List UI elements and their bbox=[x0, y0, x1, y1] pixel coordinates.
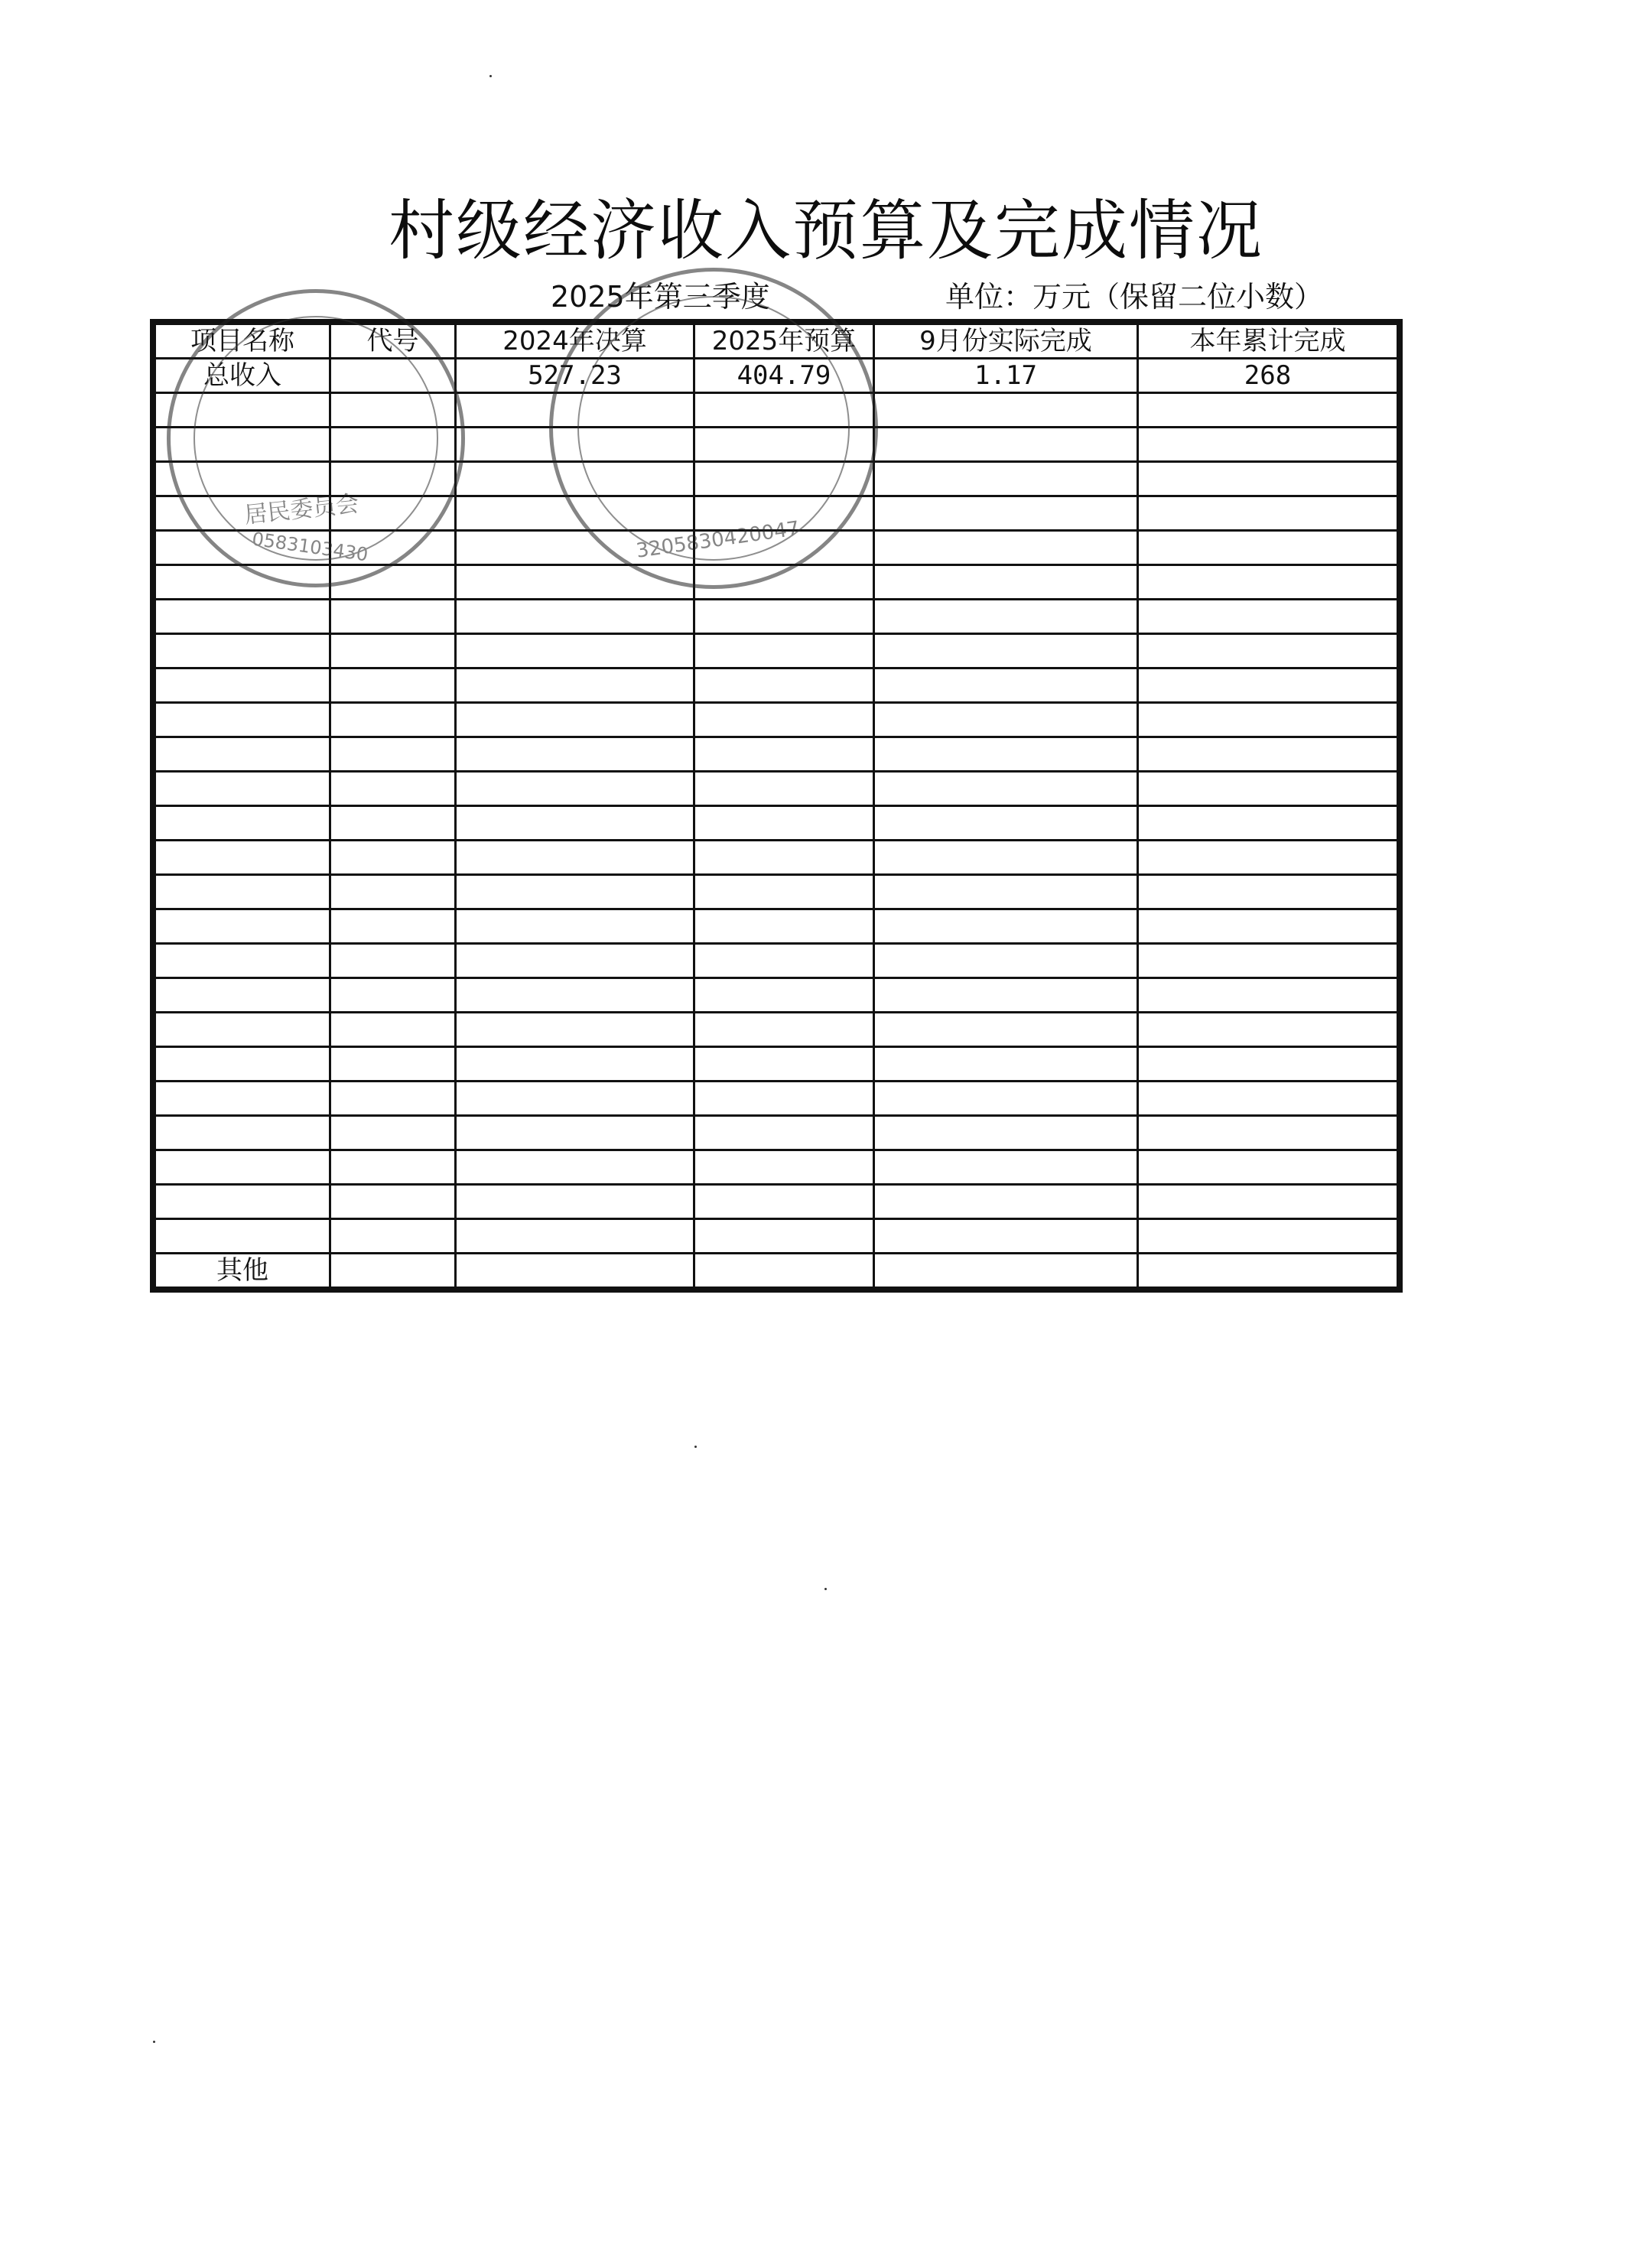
table-row bbox=[155, 772, 1398, 806]
cell-2025-budget bbox=[694, 565, 874, 600]
cell-2024-final bbox=[456, 634, 694, 668]
cell-item-name bbox=[155, 600, 330, 634]
cell-item-name bbox=[155, 1219, 330, 1254]
cell-ytd-actual bbox=[1138, 772, 1398, 806]
cell-2024-final bbox=[456, 462, 694, 496]
cell-september-actual bbox=[874, 462, 1138, 496]
report-period: 2025年第三季度 bbox=[551, 280, 770, 314]
cell-2024-final bbox=[456, 806, 694, 841]
cell-item-name bbox=[155, 634, 330, 668]
cell-september-actual bbox=[874, 806, 1138, 841]
cell-item-name bbox=[155, 944, 330, 978]
cell-code bbox=[330, 737, 456, 772]
cell-2025-budget bbox=[694, 737, 874, 772]
cell-2025-budget bbox=[694, 531, 874, 565]
cell-code bbox=[330, 428, 456, 462]
seal-left-text: 居民委员会 bbox=[242, 490, 360, 529]
cell-item-name bbox=[155, 978, 330, 1013]
cell-2024-final bbox=[456, 703, 694, 737]
cell-item-name bbox=[155, 841, 330, 875]
cell-code bbox=[330, 393, 456, 428]
cell-ytd-actual bbox=[1138, 600, 1398, 634]
cell-2025-budget bbox=[694, 496, 874, 531]
cell-2025-budget bbox=[694, 600, 874, 634]
cell-ytd-actual bbox=[1138, 1219, 1398, 1254]
cell-code bbox=[330, 772, 456, 806]
cell-2024-final bbox=[456, 531, 694, 565]
cell-code bbox=[330, 1082, 456, 1116]
cell-2024-final bbox=[456, 737, 694, 772]
cell-september-actual bbox=[874, 944, 1138, 978]
cell-september-actual bbox=[874, 703, 1138, 737]
table-row bbox=[155, 1185, 1398, 1219]
cell-code bbox=[330, 909, 456, 944]
scan-speck bbox=[153, 2041, 155, 2043]
table-row bbox=[155, 668, 1398, 703]
cell-item-name bbox=[155, 1116, 330, 1150]
cell-september-actual bbox=[874, 772, 1138, 806]
cell-ytd-actual bbox=[1138, 944, 1398, 978]
table-row bbox=[155, 875, 1398, 909]
cell-item-name bbox=[155, 909, 330, 944]
cell-september-actual bbox=[874, 531, 1138, 565]
cell-ytd-actual bbox=[1138, 1082, 1398, 1116]
cell-2025-budget bbox=[694, 703, 874, 737]
cell-ytd-actual bbox=[1138, 1254, 1398, 1288]
table-row bbox=[155, 806, 1398, 841]
cell-september-actual bbox=[874, 978, 1138, 1013]
cell-september-actual bbox=[874, 1082, 1138, 1116]
seal-right-code: 3205830420047 bbox=[634, 517, 802, 563]
cell-2024-final bbox=[456, 428, 694, 462]
cell-2024-final bbox=[456, 565, 694, 600]
table-row bbox=[155, 1150, 1398, 1185]
table-row bbox=[155, 462, 1398, 496]
cell-september-actual bbox=[874, 909, 1138, 944]
table-row bbox=[155, 393, 1398, 428]
table-row bbox=[155, 909, 1398, 944]
table-row bbox=[155, 841, 1398, 875]
cell-september-actual bbox=[874, 496, 1138, 531]
cell-code bbox=[330, 1185, 456, 1219]
document-title: 村级经济收入预算及完成情况 bbox=[389, 193, 1263, 269]
cell-item-name bbox=[155, 772, 330, 806]
cell-ytd-actual bbox=[1138, 634, 1398, 668]
cell-item-name bbox=[155, 668, 330, 703]
cell-code bbox=[330, 1116, 456, 1150]
cell-code bbox=[330, 841, 456, 875]
cell-ytd-actual bbox=[1138, 565, 1398, 600]
cell-september-actual bbox=[874, 737, 1138, 772]
table-row bbox=[155, 737, 1398, 772]
cell-2024-final bbox=[456, 841, 694, 875]
cell-code bbox=[330, 600, 456, 634]
cell-code bbox=[330, 531, 456, 565]
cell-2025-budget bbox=[694, 393, 874, 428]
cell-2024-final bbox=[456, 1185, 694, 1219]
cell-ytd-actual bbox=[1138, 978, 1398, 1013]
cell-item-name bbox=[155, 703, 330, 737]
cell-item-name bbox=[155, 496, 330, 531]
cell-september-actual bbox=[874, 1254, 1138, 1288]
cell-code bbox=[330, 634, 456, 668]
cell-item-name bbox=[155, 1047, 330, 1082]
cell-2025-budget bbox=[694, 668, 874, 703]
cell-2025-budget bbox=[694, 944, 874, 978]
cell-item-name bbox=[155, 875, 330, 909]
cell-ytd-actual bbox=[1138, 428, 1398, 462]
income-budget-table bbox=[154, 323, 1399, 1289]
cell-code bbox=[330, 806, 456, 841]
cell-code bbox=[330, 978, 456, 1013]
cell-2024-final bbox=[456, 496, 694, 531]
table-row bbox=[155, 1219, 1398, 1254]
cell-code bbox=[330, 462, 456, 496]
cell-ytd-actual bbox=[1138, 1116, 1398, 1150]
cell-2025-budget bbox=[694, 841, 874, 875]
table-header-row bbox=[155, 324, 1398, 359]
cell-september-actual bbox=[874, 600, 1138, 634]
table-row bbox=[155, 531, 1398, 565]
cell-2024-final bbox=[456, 875, 694, 909]
cell-item-name: 其他 bbox=[155, 1254, 330, 1288]
cell-ytd-actual bbox=[1138, 1013, 1398, 1047]
cell-item-name bbox=[155, 737, 330, 772]
cell-2024-final bbox=[456, 1150, 694, 1185]
table-row bbox=[155, 978, 1398, 1013]
cell-2025-budget bbox=[694, 772, 874, 806]
table-row bbox=[155, 565, 1398, 600]
cell-2025-budget bbox=[694, 875, 874, 909]
cell-item-name bbox=[155, 565, 330, 600]
scan-speck bbox=[489, 75, 492, 77]
table-row bbox=[155, 1013, 1398, 1047]
cell-september-actual bbox=[874, 841, 1138, 875]
cell-2024-final bbox=[456, 1013, 694, 1047]
cell-2024-final bbox=[456, 978, 694, 1013]
cell-code bbox=[330, 944, 456, 978]
cell-2024-final bbox=[456, 944, 694, 978]
cell-september-actual bbox=[874, 393, 1138, 428]
header-code: 代号 bbox=[330, 324, 456, 359]
cell-ytd-actual bbox=[1138, 1047, 1398, 1082]
cell-2025-budget: 404.79 bbox=[694, 359, 874, 393]
header-september-actual: 9月份实际完成 bbox=[874, 324, 1138, 359]
cell-2025-budget bbox=[694, 1150, 874, 1185]
cell-2025-budget bbox=[694, 1219, 874, 1254]
scan-speck bbox=[824, 1588, 827, 1590]
cell-ytd-actual bbox=[1138, 875, 1398, 909]
cell-code bbox=[330, 1150, 456, 1185]
table-row bbox=[155, 359, 1398, 393]
cell-2025-budget bbox=[694, 1116, 874, 1150]
cell-item-name bbox=[155, 1082, 330, 1116]
cell-2024-final bbox=[456, 393, 694, 428]
cell-ytd-actual bbox=[1138, 909, 1398, 944]
cell-september-actual bbox=[874, 565, 1138, 600]
cell-ytd-actual: 268 bbox=[1138, 359, 1398, 393]
table-row bbox=[155, 703, 1398, 737]
table-row bbox=[155, 634, 1398, 668]
table-row bbox=[155, 428, 1398, 462]
cell-2025-budget bbox=[694, 462, 874, 496]
cell-code bbox=[330, 1047, 456, 1082]
cell-item-name bbox=[155, 806, 330, 841]
cell-2025-budget bbox=[694, 978, 874, 1013]
cell-2025-budget bbox=[694, 428, 874, 462]
cell-september-actual bbox=[874, 1013, 1138, 1047]
cell-2024-final bbox=[456, 600, 694, 634]
cell-ytd-actual bbox=[1138, 841, 1398, 875]
cell-item-name bbox=[155, 1150, 330, 1185]
cell-2025-budget bbox=[694, 1082, 874, 1116]
cell-september-actual bbox=[874, 875, 1138, 909]
cell-item-name: 总收入 bbox=[155, 359, 330, 393]
cell-code bbox=[330, 703, 456, 737]
cell-september-actual bbox=[874, 1219, 1138, 1254]
scan-speck bbox=[694, 1446, 697, 1448]
table-row bbox=[155, 600, 1398, 634]
cell-item-name bbox=[155, 1013, 330, 1047]
cell-2024-final bbox=[456, 668, 694, 703]
cell-ytd-actual bbox=[1138, 393, 1398, 428]
seal-left-code: 0583103430 bbox=[250, 528, 369, 566]
cell-2025-budget bbox=[694, 1047, 874, 1082]
cell-ytd-actual bbox=[1138, 668, 1398, 703]
cell-2025-budget bbox=[694, 1254, 874, 1288]
cell-ytd-actual bbox=[1138, 1185, 1398, 1219]
cell-ytd-actual bbox=[1138, 1150, 1398, 1185]
cell-2024-final bbox=[456, 1116, 694, 1150]
cell-code bbox=[330, 1219, 456, 1254]
cell-2025-budget bbox=[694, 634, 874, 668]
cell-code bbox=[330, 668, 456, 703]
cell-code bbox=[330, 359, 456, 393]
table-row bbox=[155, 1254, 1398, 1288]
cell-2024-final bbox=[456, 1254, 694, 1288]
cell-2024-final bbox=[456, 909, 694, 944]
header-2024-final: 2024年决算 bbox=[456, 324, 694, 359]
cell-item-name bbox=[155, 462, 330, 496]
cell-2025-budget bbox=[694, 909, 874, 944]
cell-ytd-actual bbox=[1138, 462, 1398, 496]
table-row bbox=[155, 944, 1398, 978]
unit-note: 单位：万元（保留二位小数） bbox=[945, 280, 1324, 314]
cell-september-actual bbox=[874, 1047, 1138, 1082]
cell-2024-final bbox=[456, 772, 694, 806]
cell-september-actual bbox=[874, 1116, 1138, 1150]
cell-code bbox=[330, 496, 456, 531]
cell-code bbox=[330, 1013, 456, 1047]
cell-september-actual bbox=[874, 428, 1138, 462]
cell-code bbox=[330, 565, 456, 600]
table-row bbox=[155, 1116, 1398, 1150]
cell-2025-budget bbox=[694, 806, 874, 841]
cell-september-actual bbox=[874, 634, 1138, 668]
cell-2024-final bbox=[456, 1219, 694, 1254]
cell-september-actual bbox=[874, 1185, 1138, 1219]
cell-september-actual bbox=[874, 668, 1138, 703]
cell-item-name bbox=[155, 1185, 330, 1219]
table-row bbox=[155, 496, 1398, 531]
cell-2024-final: 527.23 bbox=[456, 359, 694, 393]
cell-code bbox=[330, 875, 456, 909]
cell-ytd-actual bbox=[1138, 496, 1398, 531]
cell-2025-budget bbox=[694, 1013, 874, 1047]
cell-item-name bbox=[155, 531, 330, 565]
cell-ytd-actual bbox=[1138, 806, 1398, 841]
cell-item-name bbox=[155, 393, 330, 428]
cell-code bbox=[330, 1254, 456, 1288]
cell-ytd-actual bbox=[1138, 737, 1398, 772]
header-2025-budget: 2025年预算 bbox=[694, 324, 874, 359]
cell-ytd-actual bbox=[1138, 703, 1398, 737]
cell-item-name bbox=[155, 428, 330, 462]
table-row bbox=[155, 1082, 1398, 1116]
cell-2024-final bbox=[456, 1047, 694, 1082]
cell-ytd-actual bbox=[1138, 531, 1398, 565]
header-ytd-actual: 本年累计完成 bbox=[1138, 324, 1398, 359]
cell-september-actual bbox=[874, 1150, 1138, 1185]
cell-september-actual: 1.17 bbox=[874, 359, 1138, 393]
header-item-name: 项目名称 bbox=[155, 324, 330, 359]
cell-2024-final bbox=[456, 1082, 694, 1116]
table-row bbox=[155, 1047, 1398, 1082]
cell-2025-budget bbox=[694, 1185, 874, 1219]
